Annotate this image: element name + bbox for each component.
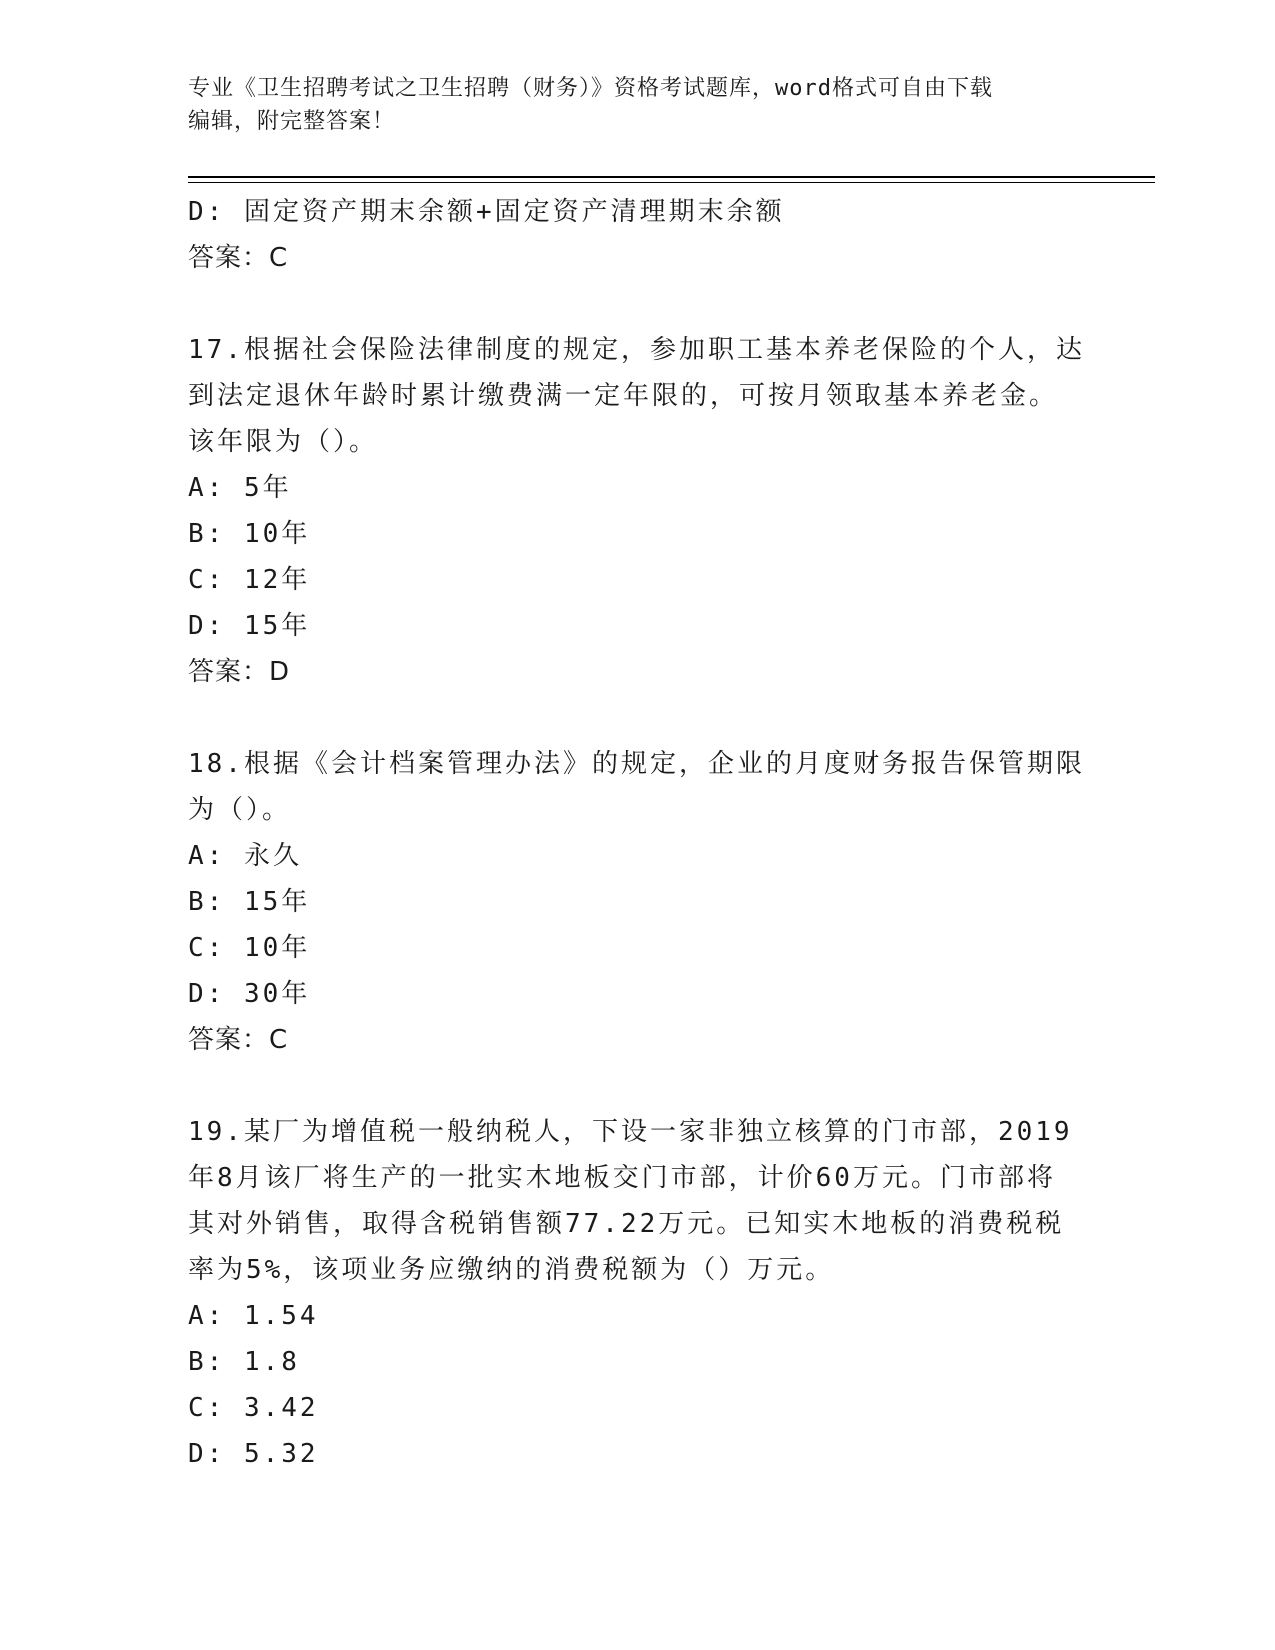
- question-18: [188, 741, 1088, 1063]
- option-d: D: 固定资产期末余额+固定资产清理期末余额: [188, 197, 785, 227]
- option-b: B: 15年: [188, 887, 311, 917]
- question-list: [188, 189, 1088, 1477]
- option-b: B: 10年: [188, 519, 311, 549]
- option-a: A: 5年: [188, 473, 292, 503]
- document-header: [188, 72, 1088, 138]
- option-d: D: 30年: [188, 979, 311, 1009]
- question-19: [188, 1109, 1088, 1477]
- header-divider-thick: [188, 176, 1155, 178]
- question-stem-line: 到法定退休年龄时累计缴费满一定年限的，可按月领取基本养老金。: [188, 381, 1059, 411]
- question-stem-line: 19.某厂为增值税一般纳税人，下设一家非独立核算的门市部，2019: [188, 1117, 1073, 1147]
- question-17: [188, 327, 1088, 695]
- spacer: [188, 695, 1088, 741]
- question-stem-line: 为（）。: [188, 795, 292, 825]
- question-stem-line: 年8月该厂将生产的一批实木地板交门市部，计价60万元。门市部将: [188, 1163, 1056, 1193]
- option-b: B: 1.8: [188, 1347, 300, 1377]
- answer-line: 答案：C: [188, 243, 289, 273]
- question-stem-line: 其对外销售，取得含税销售额77.22万元。已知实木地板的消费税税: [188, 1209, 1065, 1239]
- spacer: [188, 1063, 1088, 1109]
- option-c: C: 12年: [188, 565, 311, 595]
- option-c: C: 10年: [188, 933, 311, 963]
- option-c: C: 3.42: [188, 1393, 319, 1423]
- answer-line: 答案：D: [188, 657, 291, 687]
- spacer: [188, 281, 1088, 327]
- header-divider-thin: [188, 182, 1155, 183]
- option-d: D: 15年: [188, 611, 311, 641]
- header-line-2: 编辑，附完整答案！: [188, 109, 396, 134]
- answer-line: 答案：C: [188, 1025, 289, 1055]
- option-a: A: 永久: [188, 841, 302, 871]
- option-d: D: 5.32: [188, 1439, 319, 1469]
- question-stem-line: 17.根据社会保险法律制度的规定，参加职工基本养老保险的个人，达: [188, 335, 1085, 365]
- header-line-1: 专业《卫生招聘考试之卫生招聘（财务）》资格考试题库，word格式可自由下载: [188, 76, 993, 101]
- question-stem-line: 率为5%，该项业务应缴纳的消费税额为（）万元。: [188, 1255, 835, 1285]
- option-a: A: 1.54: [188, 1301, 319, 1331]
- question-stem-line: 18.根据《会计档案管理办法》的规定，企业的月度财务报告保管期限: [188, 749, 1085, 779]
- question-stem-line: 该年限为（）。: [188, 427, 379, 457]
